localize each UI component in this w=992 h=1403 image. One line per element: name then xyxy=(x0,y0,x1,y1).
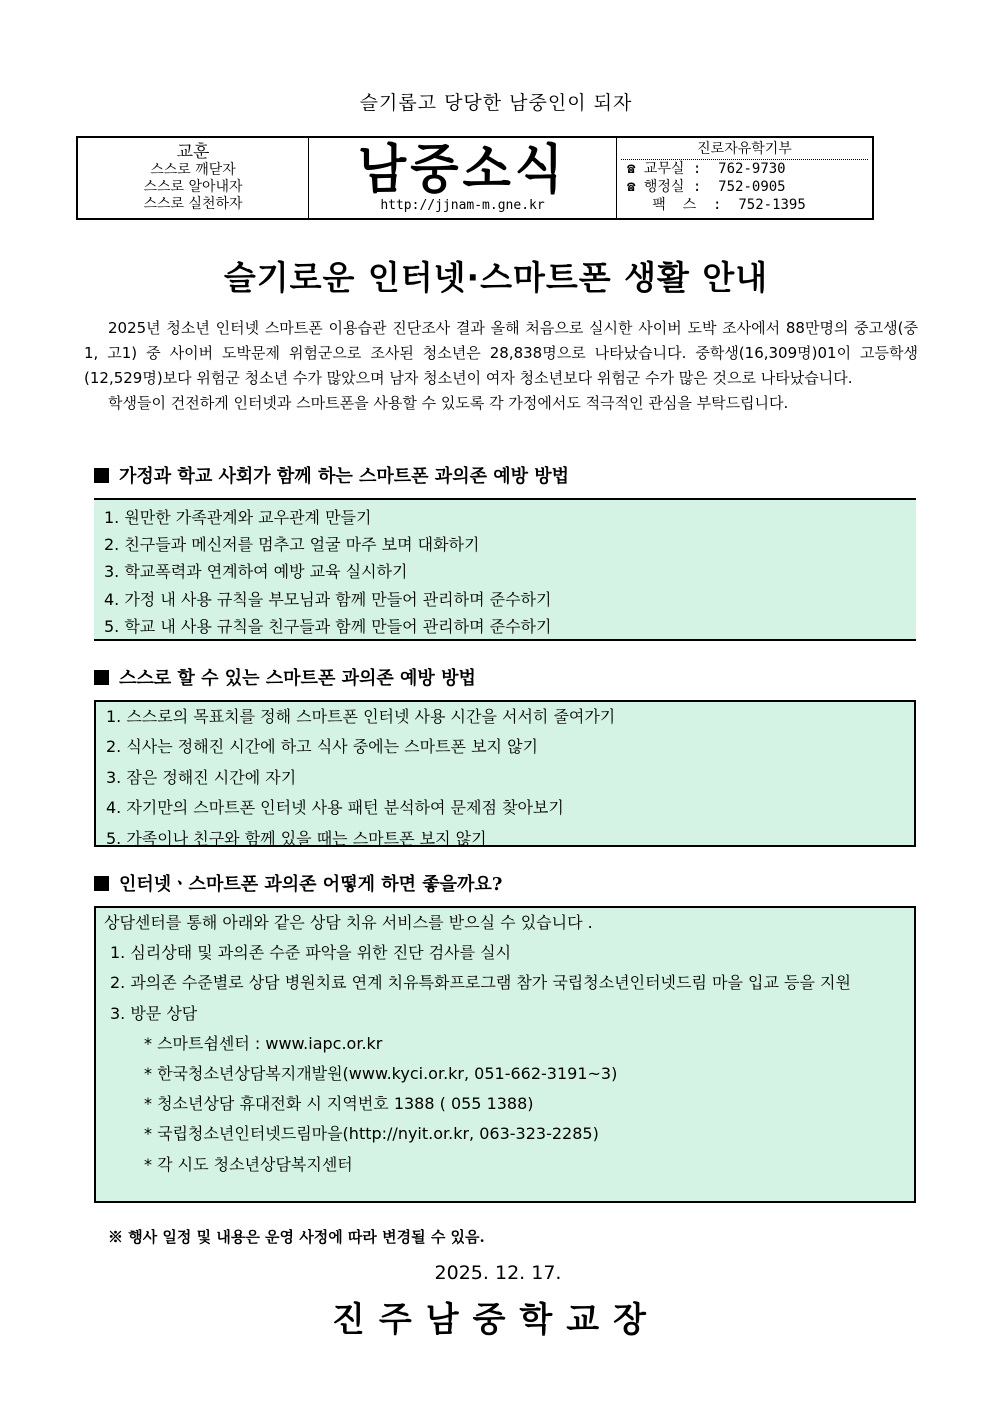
newsletter-name: 남중소식 xyxy=(357,138,568,200)
center-item: * 한국청소년상담복지개발원(www.kyci.or.kr, 051-662-3191~3) xyxy=(144,1064,618,1084)
contact-value: 752-0905 xyxy=(718,179,786,195)
page-title: 슬기로운 인터넷·스마트폰 생활 안내 xyxy=(223,258,769,297)
creed-title: 교훈 xyxy=(176,142,210,162)
school-creed xyxy=(78,138,309,218)
newsletter-masthead xyxy=(309,138,617,218)
creed-line: 스스로 알아내자 xyxy=(143,179,243,195)
list-item: 3. 학교폭력과 연계하여 예방 교육 실시하기 xyxy=(104,562,408,582)
contact-value: 762-9730 xyxy=(718,161,786,177)
center-item: * 각 시도 청소년상담복지센터 xyxy=(144,1154,353,1174)
section-heading-text: 스스로 할 수 있는 스마트폰 과의존 예방 방법 xyxy=(119,668,476,689)
list-item: 1. 스스로의 목표치를 정해 스마트폰 인터넷 사용 시간을 서서히 줄여가기 xyxy=(106,707,616,726)
section-heading-text: 인터넷ㆍ스마트폰 과의존 어떻게 하면 좋을까요? xyxy=(119,874,503,895)
section-heading xyxy=(94,664,476,690)
service-item: 3. 방문 상담 xyxy=(110,1003,198,1023)
contact-label: 행정실 xyxy=(643,179,685,195)
list-item: 4. 가정 내 사용 규칙을 부모님과 함께 만들어 관리하며 준수하기 xyxy=(104,589,552,609)
contact-info xyxy=(617,138,872,218)
counseling-services xyxy=(94,906,916,1203)
square-bullet-icon xyxy=(94,876,109,891)
section-heading-text: 가정과 학교 사회가 함께 하는 스마트폰 과의존 예방 방법 xyxy=(119,466,570,487)
department-name: 진로자유학기부 xyxy=(621,138,868,160)
section-heading xyxy=(94,462,569,488)
contact-label: 팩 스 xyxy=(652,197,697,213)
center-item: * 스마트쉼센터 : www.iapc.or.kr xyxy=(144,1033,383,1053)
intro-text xyxy=(84,316,918,416)
contact-label: 교무실 xyxy=(643,161,685,177)
creed-line: 스스로 실천하자 xyxy=(143,196,243,212)
list-item: 2. 식사는 정해진 시간에 하고 식사 중에는 스마트폰 보지 않기 xyxy=(106,737,538,757)
list-item: 4. 자기만의 스마트폰 인터넷 사용 패턴 분석하여 문제점 찾아보기 xyxy=(106,798,564,818)
center-item: * 국립청소년인터넷드림마을(http://nyit.or.kr, 063-323-2285) xyxy=(144,1124,599,1144)
issue-date: 2025. 12. 17. xyxy=(434,1262,562,1284)
change-notice: ※ 행사 일정 및 내용은 운영 사정에 따라 변경될 수 있음. xyxy=(108,1228,485,1246)
contact-row: ☎ 교무실 : 762-9730 xyxy=(627,161,786,177)
creed-line: 스스로 깨닫자 xyxy=(150,162,236,178)
contact-row: ☎ 행정실 : 752-0905 xyxy=(627,179,786,195)
school-url[interactable]: http://jjnam-m.gne.kr xyxy=(380,198,545,213)
phone-icon: ☎ xyxy=(627,179,636,195)
list-item: 5. 학교 내 사용 규칙을 친구들과 함께 만들어 관리하며 준수하기 xyxy=(104,616,552,636)
service-item: 1. 심리상태 및 과의존 수준 파악을 위한 진단 검사를 실시 xyxy=(110,943,512,963)
school-motto: 슬기롭고 당당한 남중인이 되자 xyxy=(359,92,633,114)
contact-value: 752-1395 xyxy=(738,197,806,213)
section-heading xyxy=(94,870,502,896)
prevention-list-together xyxy=(94,498,916,641)
center-item: * 청소년상담 휴대전화 시 지역번호 1388 ( 055 1388) xyxy=(144,1094,534,1114)
services-intro: 상담센터를 통해 아래와 같은 상담 치유 서비스를 받으실 수 있습니다 . xyxy=(104,913,593,932)
list-item: 5. 가족이나 친구와 함께 있을 때는 스마트폰 보지 않기 xyxy=(106,828,487,848)
newsletter-header xyxy=(76,136,874,220)
principal-signature: 진주남중학교장 xyxy=(332,1300,660,1340)
list-item: 1. 원만한 가족관계와 교우관계 만들기 xyxy=(104,508,372,527)
list-item: 2. 친구들과 메신저를 멈추고 얼굴 마주 보며 대화하기 xyxy=(104,535,480,555)
service-item: 2. 과의존 수준별로 상담 병원치료 연계 치유특화프로그램 참가 국립청소년인터넷드림 마을 입교 등을 지원 xyxy=(110,973,851,993)
phone-icon: ☎ xyxy=(627,161,636,177)
intro-paragraph: 2025년 청소년 인터넷 스마트폰 이용습관 진단조사 결과 올해 처음으로 실시한 사이버 도박 조사에서 88만명의 중고생(중1, 고1) 중 사이버 도박문제 위험군으로 조사된 청소년은 28,838명으로 나타났습니다. 중학생(16,309명)01이 고등학생(12,529명)보다 위험군 청소년 수가 많았으며 남자 청소년이 여자 청소년보다 위험군 수가 많은 것으로 나타났습니다. xyxy=(84,319,918,387)
prevention-list-self xyxy=(94,700,916,847)
square-bullet-icon xyxy=(94,468,109,483)
contact-row: 팩 스 : 752-1395 xyxy=(652,197,806,213)
intro-paragraph: 학생들이 건전하게 인터넷과 스마트폰을 사용할 수 있도록 각 가정에서도 적극적인 관심을 부탁드립니다. xyxy=(108,394,789,412)
list-item: 3. 잠은 정해진 시간에 자기 xyxy=(106,767,297,787)
square-bullet-icon xyxy=(94,670,109,685)
